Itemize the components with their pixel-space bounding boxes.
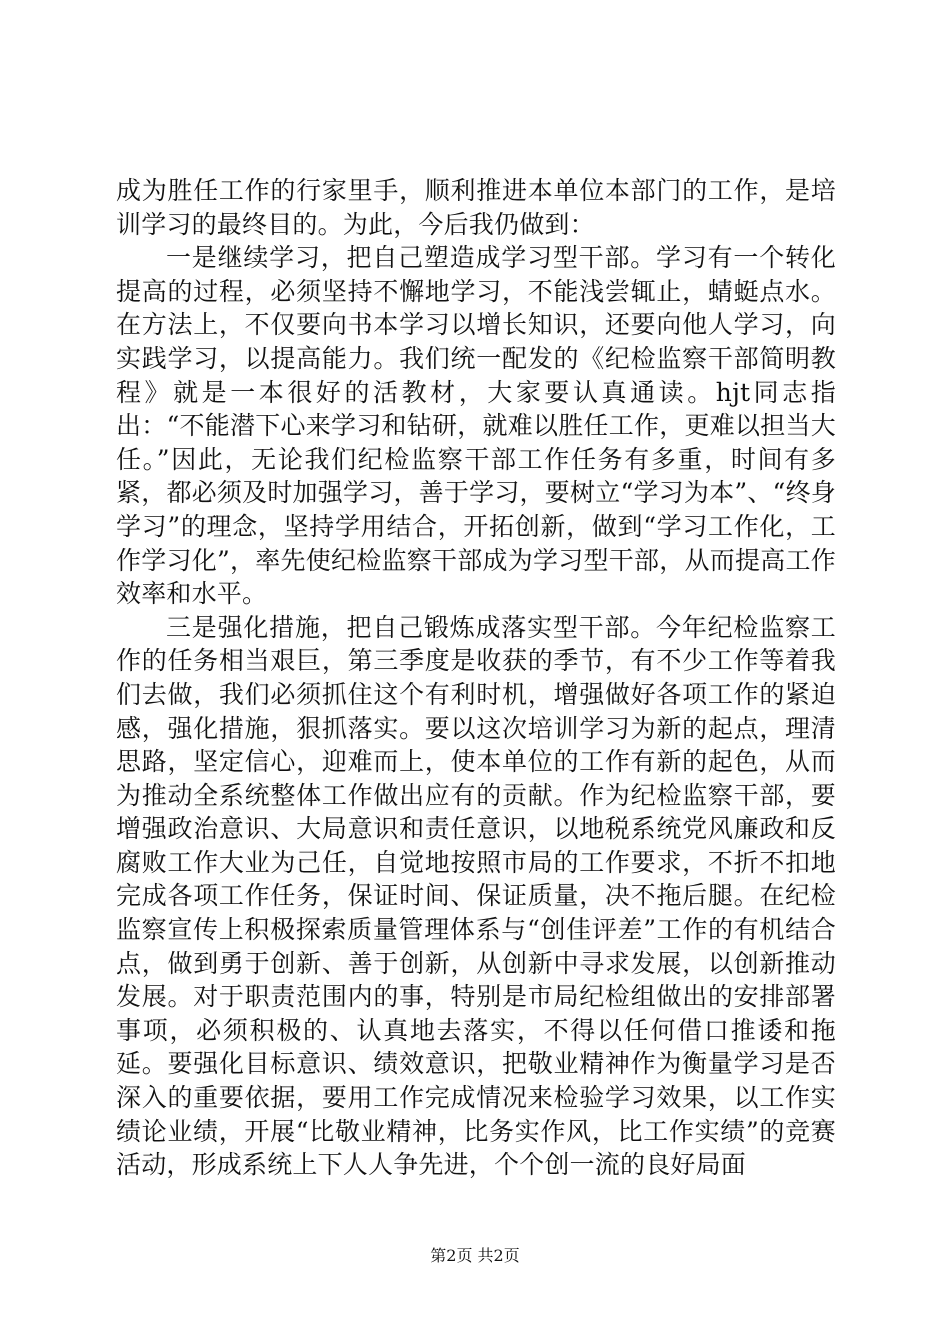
paragraph-continuation: 成为胜任工作的行家里手，顺利推进本单位本部门的工作，是培训学习的最终目的。为此，今后我仍做到： [116,176,836,239]
paragraph-strengthen-measures: 三是强化措施，把自己锻炼成落实型干部。今年纪检监察工作的任务相当艰巨，第三季度是收获的季节，有不少工作等着我们去做，我们必须抓住这个有利时机，增强做好各项工作的紧迫感，强化措施，狠抓落实。要以这次培训学习为新的起点，理清思路，坚定信心，迎难而上，使本单位的工作有新的起色，从而为推动全系统整体工作做出应有的贡献。作为纪检监察干部，要增强政治意识、大局意识和责任意识，以地税系统党风廉政和反腐败工作大业为己任，自觉地按照市局的工作要求，不折不扣地完成各项工作任务，保证时间、保证质量，决不拖后腿。在纪检监察宣传上积极探索质量管理体系与“创佳评差”工作的有机结合点，做到勇于创新、善于创新，从创新中寻求发展，以创新推动发展。对于职责范围内的事，特别是市局纪检组做出的安排部署事项，必须积极的、认真地去落实，不得以任何借口推诿和拖延。要强化目标意识、绩效意识，把敬业精神作为衡量学习是否深入的重要依据，要用工作完成情况来检验学习效果，以工作实绩论业绩，开展“比敬业精神，比务实作风，比工作实绩”的竞赛活动，形成系统上下人人争先进，个个创一流的良好局面 [116,612,836,1180]
document-body [116,174,836,1182]
page-number-footer: 第2页 共2页 [430,1246,520,1265]
paragraph-continue-learning: 一是继续学习，把自己塑造成学习型干部。学习有一个转化提高的过程，必须坚持不懈地学习，不能浅尝辄止，蜻蜓点水。在方法上，不仅要向书本学习以增长知识，还要向他人学习，向实践学习，以提高能力。我们统一配发的《纪检监察干部简明教程》就是一本很好的活教材，大家要认真通读。hjt同志指出：“不能潜下心来学习和钻研，就难以胜任工作，更难以担当大任。”因此，无论我们纪检监察干部工作任务有多重，时间有多紧，都必须及时加强学习，善于学习，要树立“学习为本”、“终身学习”的理念，坚持学用结合，开拓创新，做到“学习工作化，工作学习化”，率先使纪检监察干部成为学习型干部，从而提高工作效率和水平。 [116,243,836,609]
